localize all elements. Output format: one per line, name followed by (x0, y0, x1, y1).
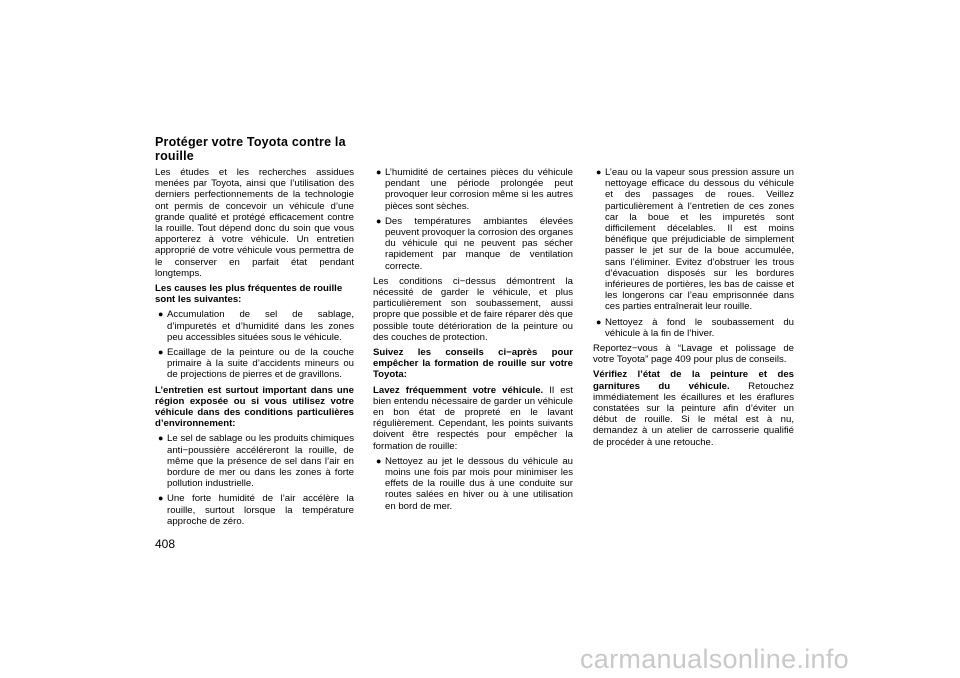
causes-heading: Les causes les plus fréquentes de rouille sont les suivantes: (155, 283, 343, 306)
bullet-icon: ● (376, 455, 382, 466)
wash-text: Il est bien entendu nécessaire de garder un véhicule en bon état de propreté en le lavant régulièrement. Cependant, les points suivants doivent être respectés pour empêcher la formation de rouille: (373, 384, 573, 452)
bullet-icon: ● (596, 167, 602, 177)
column-1 (155, 167, 354, 531)
bullet-icon: ● (158, 347, 164, 358)
bullet-icon: ● (376, 167, 382, 177)
check-paragraph (593, 369, 794, 447)
bullet-icon: ● (158, 309, 164, 320)
list-item: ● L’eau ou la vapeur sous pression assure un nettoyage efficace du dessous du véhicule et des passages de roues. Veillez particulièrement à l’entretien de ces zones car la boue et les impuretés sont difficilement décelables. Il est moins bénéfique que préjudiciable de simplement passer le jet sur de la boue accumulée, sans l’éliminer. Evitez d’obstruer les trous d’évacuation disposés sur les bordures inférieures de portières, les bas de caisse et les longerons car l’eau emprisonnée dans ces parties entraînerait leur rouille. (596, 167, 794, 313)
column-3 (593, 167, 794, 452)
page-number: 408 (155, 537, 176, 551)
check-lead: Vérifiez l’état de la peinture et des garnitures du véhicule. (593, 369, 794, 392)
bullet-icon: ● (158, 433, 164, 444)
list-item: ● Nettoyez à fond le soubassement du véhicule à la fin de l’hiver. (596, 316, 794, 339)
wash-paragraph (373, 385, 573, 452)
list-item: ● Nettoyez au jet le dessous du véhicule au moins une fois par mois pour minimiser les effets de la rouille dus à une conduite sur routes salées en hiver ou à une utilisation en bord de mer. (376, 455, 573, 512)
list-item: ● Le sel de sablage ou les produits chimiques anti−poussière accéléreront la rouille, de même que la présence de sel dans l’air en bordure de mer ou dans les zones à forte pollution industrielle. (158, 433, 354, 490)
conditions-paragraph: Les conditions ci−dessus démontrent la nécessité de garder le véhicule, et plus particulièrement son soubassement, aussi propre que possible et de faire réparer dès que possible toute détérioration de la peinture ou des couches de protection. (373, 275, 573, 343)
column-2 (373, 167, 573, 516)
section-title: Protéger votre Toyota contre la rouille (155, 135, 346, 163)
bullet-icon: ● (596, 316, 602, 327)
check-text: Retouchez immédiatement les écaillures et les éraflures constatées sur la peinture afin d’éviter un début de rouille. Si le métal est à nu, demandez à un atelier de carrosserie qualifié de procéder à une retouche. (593, 380, 794, 448)
wash-lead: Lavez fréquemment votre véhicule. (373, 384, 544, 396)
bullet-icon: ● (376, 215, 382, 226)
bullet-icon: ● (158, 493, 164, 504)
list-item: ● Des températures ambiantes élevées peuvent provoquer la corrosion des organes du véhicule qui ne peuvent pas sécher rapidement par manque de ventilation correcte. (376, 215, 573, 272)
intro-paragraph: Les études et les recherches assidues menées par Toyota, ainsi que l’utilisation des derniers perfectionnements de la technologie ont permis de concevoir un véhicule d’une grande qualité et protégé efficacement contre la rouille. Tout dépend donc du soin que vous apporterez à votre véhicule. Un entretien approprié de votre véhicule vous permettra de le conserver en parfait état pendant longtemps. (155, 167, 354, 279)
refer-paragraph: Reportez−vous à “Lavage et polissage de votre Toyota” page 409 pour plus de conseils. (593, 343, 794, 366)
list-item: ● Une forte humidité de l’air accélère la rouille, surtout lorsque la température approche de zéro. (158, 493, 354, 527)
list-item: ● Accumulation de sel de sablage, d’impuretés et d’humidité dans les zones peu accessibles situées sous le véhicule. (158, 309, 354, 343)
list-item: ● L’humidité de certaines pièces du véhicule pendant une période prolongée peut provoquer leur corrosion même si les autres pièces sont sèches. (376, 167, 573, 212)
list-item: ● Ecaillage de la peinture ou de la couche primaire à la suite d’accidents mineurs ou de projections de pierres et de gravillons. (158, 347, 354, 381)
watermark: carmanualsonline.info (580, 644, 849, 674)
advice-heading: Suivez les conseils ci−après pour empêcher la formation de rouille sur votre Toyota: (373, 347, 573, 381)
exposed-heading: L’entretien est surtout important dans une région exposée ou si vous utilisez votre véhicule dans des conditions particulières d’environnement: (155, 384, 354, 430)
